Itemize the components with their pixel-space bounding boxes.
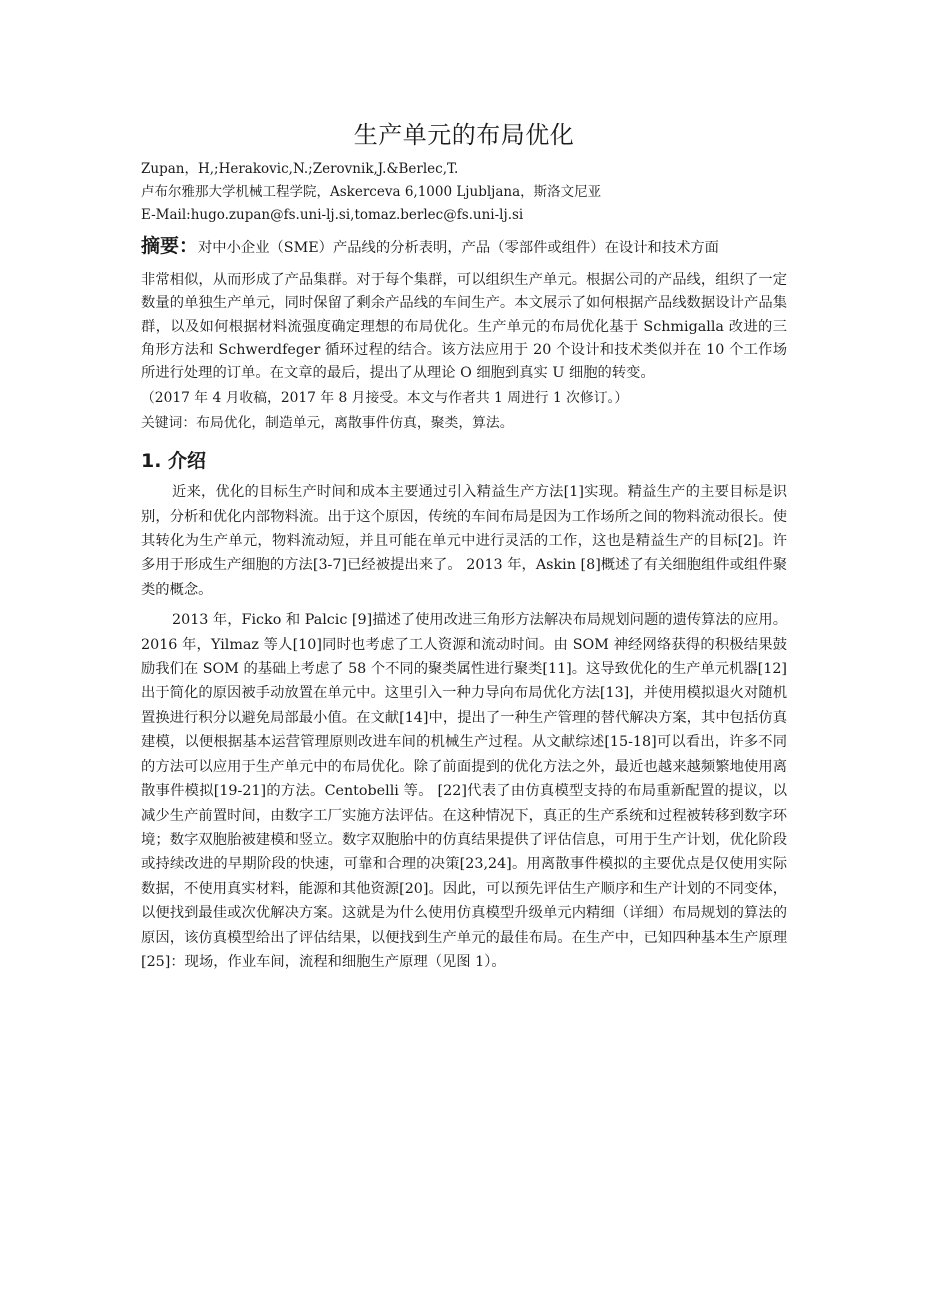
affiliation: 卢布尔雅那大学机械工程学院，Askerceva 6,1000 Ljubljana，斯洛文尼亚 [141, 184, 602, 200]
received-note: （2017 年 4 月收稿，2017 年 8 月接受。本文与作者共 1 周进行 1 次修订。） [141, 390, 629, 407]
intro-paragraph-1: 近来，优化的目标生产时间和成本主要通过引入精益生产方法[1]实现。精益生产的主要目标是识别，分析和优化内部物料流。出于这个原因，传统的车间布局是因为工作场所之间的物料流动很长。使其转化为生产单元，物料流动短，并且可能在单元中进行灵活的工作，这也是精益生产的目标[2]。许多用于形成生产细胞的方法[3-7]已经被提出来了。 2013 年，Askin [8]概述了有关细胞组件或组件聚类的概念。 [141, 484, 787, 598]
abstract-label: 摘要： [141, 235, 199, 257]
keywords: 关键词：布局优化，制造单元，离散事件仿真，聚类，算法。 [141, 415, 514, 432]
abstract-first-line [141, 235, 787, 260]
intro-paragraph-2: 2013 年，Ficko 和 Palcic [9]描述了使用改进三角形方法解决布局规划问题的遗传算法的应用。2016 年，Yilmaz 等人[10]同时也考虑了工人资源和流动时间。由 SOM 神经网络获得的积极结果鼓励我们在 SOM 的基础上考虑了 58 个不同的聚类属性进行聚类[11]。这导致优化的生产单元机器[12]出于简化的原因被手动放置在单元中。这里引入一种力导向布局优化方法[13]，并使用模拟退火对随机置换进行积分以避免局部最小值。在文献[14]中，提出了一种生产管理的替代解决方案，其中包括仿真建模，以便根据基本运营管理原则改进车间的机械生产过程。从文献综述[15-18]可以看出，许多不同的方法可以应用于生产单元中的布局优化。除了前面提到的优化方法之外，最近也越来越频繁地使用离散事件模拟[19-21]的方法。Centobelli 等。 [22]代表了由仿真模型支持的布局重新配置的提议，以减少生产前置时间，由数字工厂实施方法评估。在这种情况下，真正的生产系统和过程被转移到数字环境；数字双胞胎被建模和竖立。数字双胞胎中的仿真结果提供了评估信息，可用于生产计划，优化阶段或持续改进的早期阶段的快速，可靠和合理的决策[23,24]。用离散事件模拟的主要优点是仅使用实际数据，不使用真实材料，能源和其他资源[20]。因此，可以预先评估生产顺序和生产计划的不同变体，以便找到最佳或次优解决方案。这就是为什么使用仿真模型升级单元内精细（详细）布局规划的算法的原因，该仿真模型给出了评估结果，以便找到生产单元的最佳布局。在生产中，已知四种基本生产原理[25]：现场，作业车间，流程和细胞生产原理（见图 1）。 [141, 612, 787, 970]
section-heading-introduction: 1. 介绍 [141, 450, 207, 473]
authors: Zupan，H,;Herakovic,N.;Zerovnik,J.&Berlec,T. [141, 161, 459, 177]
abstract [141, 235, 787, 385]
paper-title: 生产单元的布局优化 [353, 121, 575, 149]
paper-page [141, 118, 787, 980]
email: E-Mail:hugo.zupan@fs.uni-lj.si,tomaz.berlec@fs.uni-lj.si [141, 207, 524, 223]
abstract-body: 非常相似，从而形成了产品集群。对于每个集群，可以组织生产单元。根据公司的产品线，组织了一定数量的单独生产单元，同时保留了剩余产品线的车间生产。本文展示了如何根据产品线数据设计产品集群，以及如何根据材料流强度确定理想的布局优化。生产单元的布局优化基于 Schmigalla 改进的三角形方法和 Schwerdfeger 循环过程的结合。该方法应用于 20 个设计和技术类似并在 10 个工作场所进行处理的订单。在文章的最后，提出了从理论 O 细胞到真实 U 细胞的转变。 [141, 272, 787, 382]
abstract-first-text: 对中小企业（SME）产品线的分析表明，产品（零部件或组件）在设计和技术方面 [198, 240, 719, 256]
